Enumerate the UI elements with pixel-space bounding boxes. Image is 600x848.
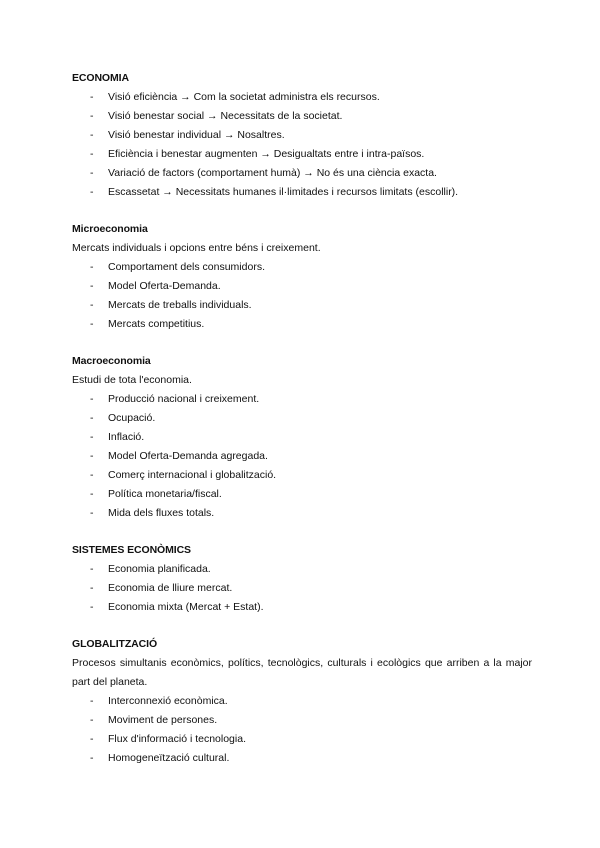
list-item (72, 164, 532, 183)
list-item (72, 126, 532, 145)
list-item-text: Model Oferta-Demanda. (108, 280, 221, 292)
bullet-dash: - (90, 167, 94, 179)
bullet-dash: - (90, 129, 94, 141)
bullet-dash: - (90, 299, 94, 311)
bullet-list (72, 88, 532, 202)
document-content (72, 69, 532, 786)
bullet-list (72, 390, 532, 523)
list-item-text: Visió benestar individual → Nosaltres. (108, 129, 285, 141)
bullet-dash: - (90, 714, 94, 726)
list-item (72, 88, 532, 107)
list-item (72, 390, 532, 409)
bullet-dash: - (90, 431, 94, 443)
list-item-text: Mercats competitius. (108, 318, 205, 330)
bullet-dash: - (90, 450, 94, 462)
bullet-dash: - (90, 186, 94, 198)
bullet-list (72, 692, 532, 768)
list-item-text: Economia planificada. (108, 563, 211, 575)
list-item (72, 504, 532, 523)
list-item-text: Variació de factors (comportament humà) → No és una ciència exacta. (108, 167, 437, 179)
section-intro: Procesos simultanis econòmics, polítics, tecnològics, culturals i ecològics que arriben a la major part del planeta. (72, 657, 532, 688)
section-heading: GLOBALITZACIÓ (72, 638, 158, 650)
bullet-dash: - (90, 469, 94, 481)
list-item-text: Eficiència i benestar augmenten → Desigualtats entre i intra-països. (108, 148, 425, 160)
list-item (72, 485, 532, 504)
list-item-text: Visió benestar social → Necessitats de la societat. (108, 110, 343, 122)
bullet-list (72, 560, 532, 617)
section-globalitzacio (72, 635, 532, 768)
list-item (72, 598, 532, 617)
list-item (72, 560, 532, 579)
bullet-dash: - (90, 412, 94, 424)
list-item-text: Visió eficiència → Com la societat administra els recursos. (108, 91, 380, 103)
list-item (72, 447, 532, 466)
section-microeconomia (72, 220, 532, 334)
bullet-dash: - (90, 148, 94, 160)
section-heading: Macroeconomia (72, 355, 151, 367)
list-item (72, 409, 532, 428)
list-item-text: Homogeneïtzació cultural. (108, 752, 230, 764)
bullet-dash: - (90, 393, 94, 405)
bullet-list (72, 258, 532, 334)
bullet-dash: - (90, 110, 94, 122)
list-item-text: Interconnexió econòmica. (108, 695, 228, 707)
bullet-dash: - (90, 507, 94, 519)
list-item (72, 692, 532, 711)
list-item (72, 315, 532, 334)
bullet-dash: - (90, 752, 94, 764)
list-item-text: Inflació. (108, 431, 145, 443)
section-intro: Estudi de tota l'economia. (72, 374, 192, 386)
bullet-dash: - (90, 488, 94, 500)
bullet-dash: - (90, 318, 94, 330)
list-item-text: Ocupació. (108, 412, 156, 424)
list-item-text: Comportament dels consumidors. (108, 261, 265, 273)
list-item (72, 428, 532, 447)
list-item (72, 579, 532, 598)
list-item-text: Comerç internacional i globalització. (108, 469, 277, 481)
list-item (72, 277, 532, 296)
list-item-text: Escassetat → Necessitats humanes il·limitades i recursos limitats (escollir). (108, 186, 459, 198)
list-item-text: Política monetaria/fiscal. (108, 488, 222, 500)
bullet-dash: - (90, 261, 94, 273)
list-item-text: Economia mixta (Mercat + Estat). (108, 601, 264, 613)
section-economia (72, 69, 532, 202)
bullet-dash: - (90, 695, 94, 707)
list-item-text: Economia de lliure mercat. (108, 582, 233, 594)
list-item-text: Mercats de treballs individuals. (108, 299, 252, 311)
section-macroeconomia (72, 352, 532, 523)
bullet-dash: - (90, 582, 94, 594)
list-item-text: Flux d'informació i tecnologia. (108, 733, 246, 745)
list-item (72, 258, 532, 277)
section-heading: ECONOMIA (72, 72, 129, 84)
list-item (72, 183, 532, 202)
section-heading: Microeconomia (72, 223, 148, 235)
bullet-dash: - (90, 91, 94, 103)
list-item (72, 711, 532, 730)
list-item-text: Mida dels fluxes totals. (108, 507, 215, 519)
bullet-dash: - (90, 563, 94, 575)
list-item (72, 145, 532, 164)
bullet-dash: - (90, 280, 94, 292)
list-item (72, 730, 532, 749)
list-item-text: Moviment de persones. (108, 714, 218, 726)
section-heading: SISTEMES ECONÒMICS (72, 544, 191, 556)
list-item (72, 466, 532, 485)
list-item (72, 107, 532, 126)
list-item-text: Model Oferta-Demanda agregada. (108, 450, 268, 462)
bullet-dash: - (90, 601, 94, 613)
section-sistemes-economics (72, 541, 532, 617)
list-item (72, 749, 532, 768)
bullet-dash: - (90, 733, 94, 745)
list-item (72, 296, 532, 315)
section-intro: Mercats individuals i opcions entre béns i creixement. (72, 242, 321, 254)
list-item-text: Producció nacional i creixement. (108, 393, 260, 405)
